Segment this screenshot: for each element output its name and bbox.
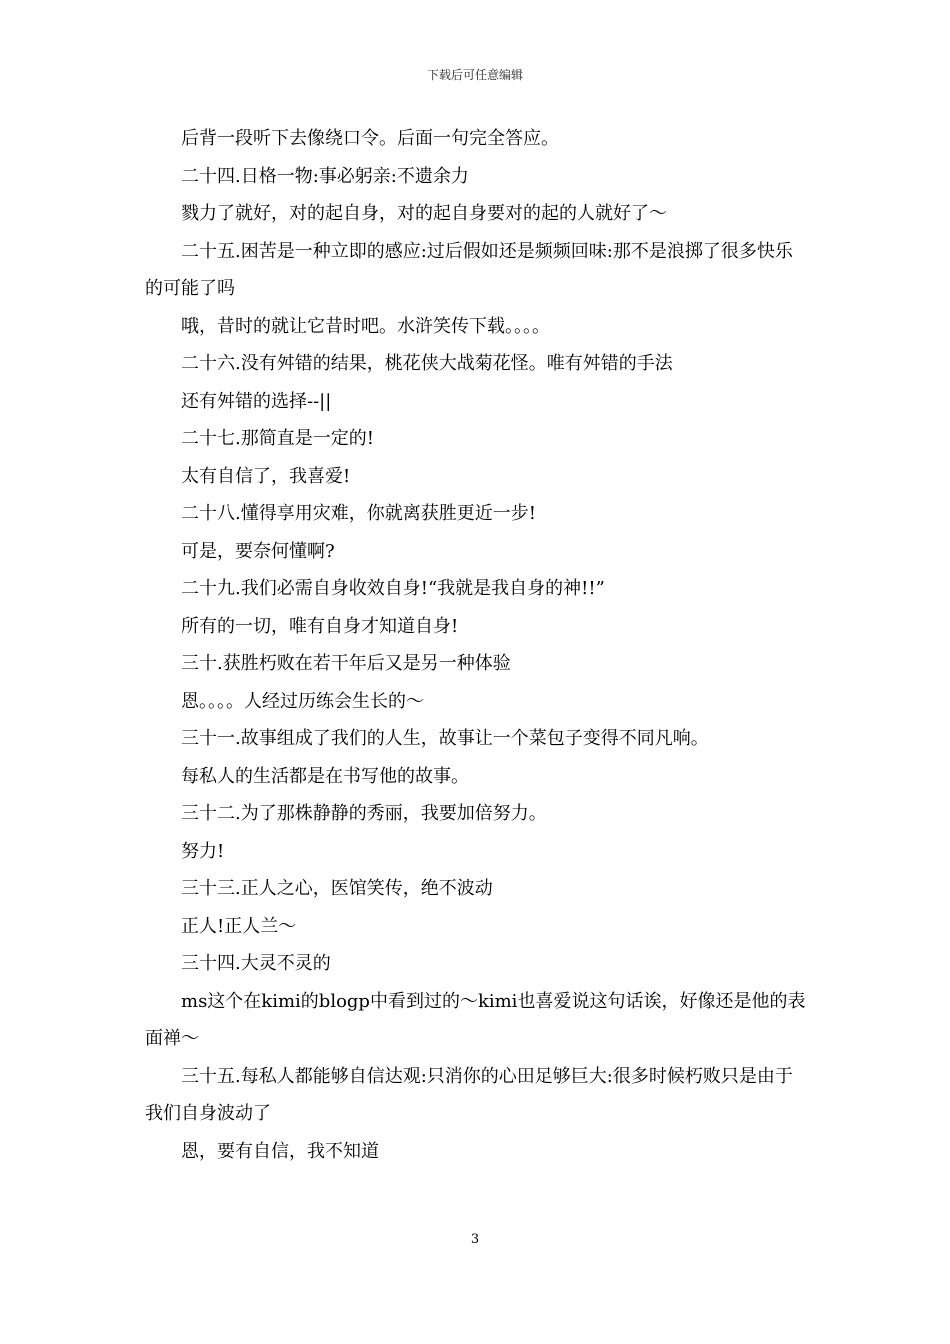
paragraph: 戮力了就好，对的起自身，对的起自身要对的起的人就好了～	[181, 203, 667, 224]
paragraph: 所有的一切，唯有自身才知道自身!	[181, 615, 459, 637]
paragraph: 三十一.故事组成了我们的人生，故事让一个菜包子变得不同凡响。	[181, 728, 709, 749]
paragraph: 恩，要有自信，我不知道	[181, 1140, 379, 1162]
paragraph: 每私人的生活都是在书写他的故事。	[181, 765, 469, 787]
paragraph: 哦，昔时的就让它昔时吧。水浒笑传下载。。。。	[181, 315, 550, 337]
paragraph: 三十.获胜朽败在若干年后又是另一种体验	[181, 653, 511, 674]
paragraph: 正人!正人兰～	[181, 915, 297, 937]
paragraph: 二十四.日格一物:事必躬亲:不遗余力	[181, 165, 469, 187]
paragraph: 二十六.没有舛错的结果，桃花侠大战菊花怪。唯有舛错的手法	[181, 353, 673, 374]
page-header: 下载后可任意编辑	[426, 68, 523, 82]
paragraph: 还有舛错的选择--||	[181, 390, 332, 412]
paragraph: 三十五.每私人都能够自信达观:只消你的心田足够巨大:很多时候朽败只是由于我们自身波动了	[145, 1065, 793, 1124]
paragraph: ms这个在kimi的blogp中看到过的～kimi也喜爱说这句话诶，好像还是他的表面禅～	[145, 990, 806, 1049]
paragraph: 努力!	[181, 840, 225, 862]
paragraph: 太有自信了，我喜爱!	[181, 465, 351, 487]
page-number: 3	[470, 1232, 480, 1247]
paragraph: 可是，要奈何懂啊?	[181, 540, 335, 562]
paragraph: 三十三.正人之心，医馆笑传，绝不波动	[181, 878, 493, 899]
paragraph: 后背一段听下去像绕口令。后面一句完全答应。	[181, 128, 559, 149]
paragraph: 二十八.懂得享用灾难，你就离获胜更近一步!	[181, 503, 536, 524]
paragraph: 二十七.那简直是一定的!	[181, 428, 374, 449]
paragraph: 二十五.困苦是一种立即的感应:过后假如还是频频回味:那不是浪掷了很多快乐的可能了吗	[145, 240, 793, 299]
paragraph: 三十四.大灵不灵的	[181, 953, 331, 974]
paragraph: 恩。。。。人经过历练会生长的～	[181, 690, 424, 712]
paragraph: 二十九.我们必需自身收效自身!“我就是我自身的神!!”	[181, 578, 605, 599]
paragraph: 三十二.为了那株静静的秀丽，我要加倍努力。	[181, 803, 547, 824]
document-body	[145, 120, 807, 1170]
